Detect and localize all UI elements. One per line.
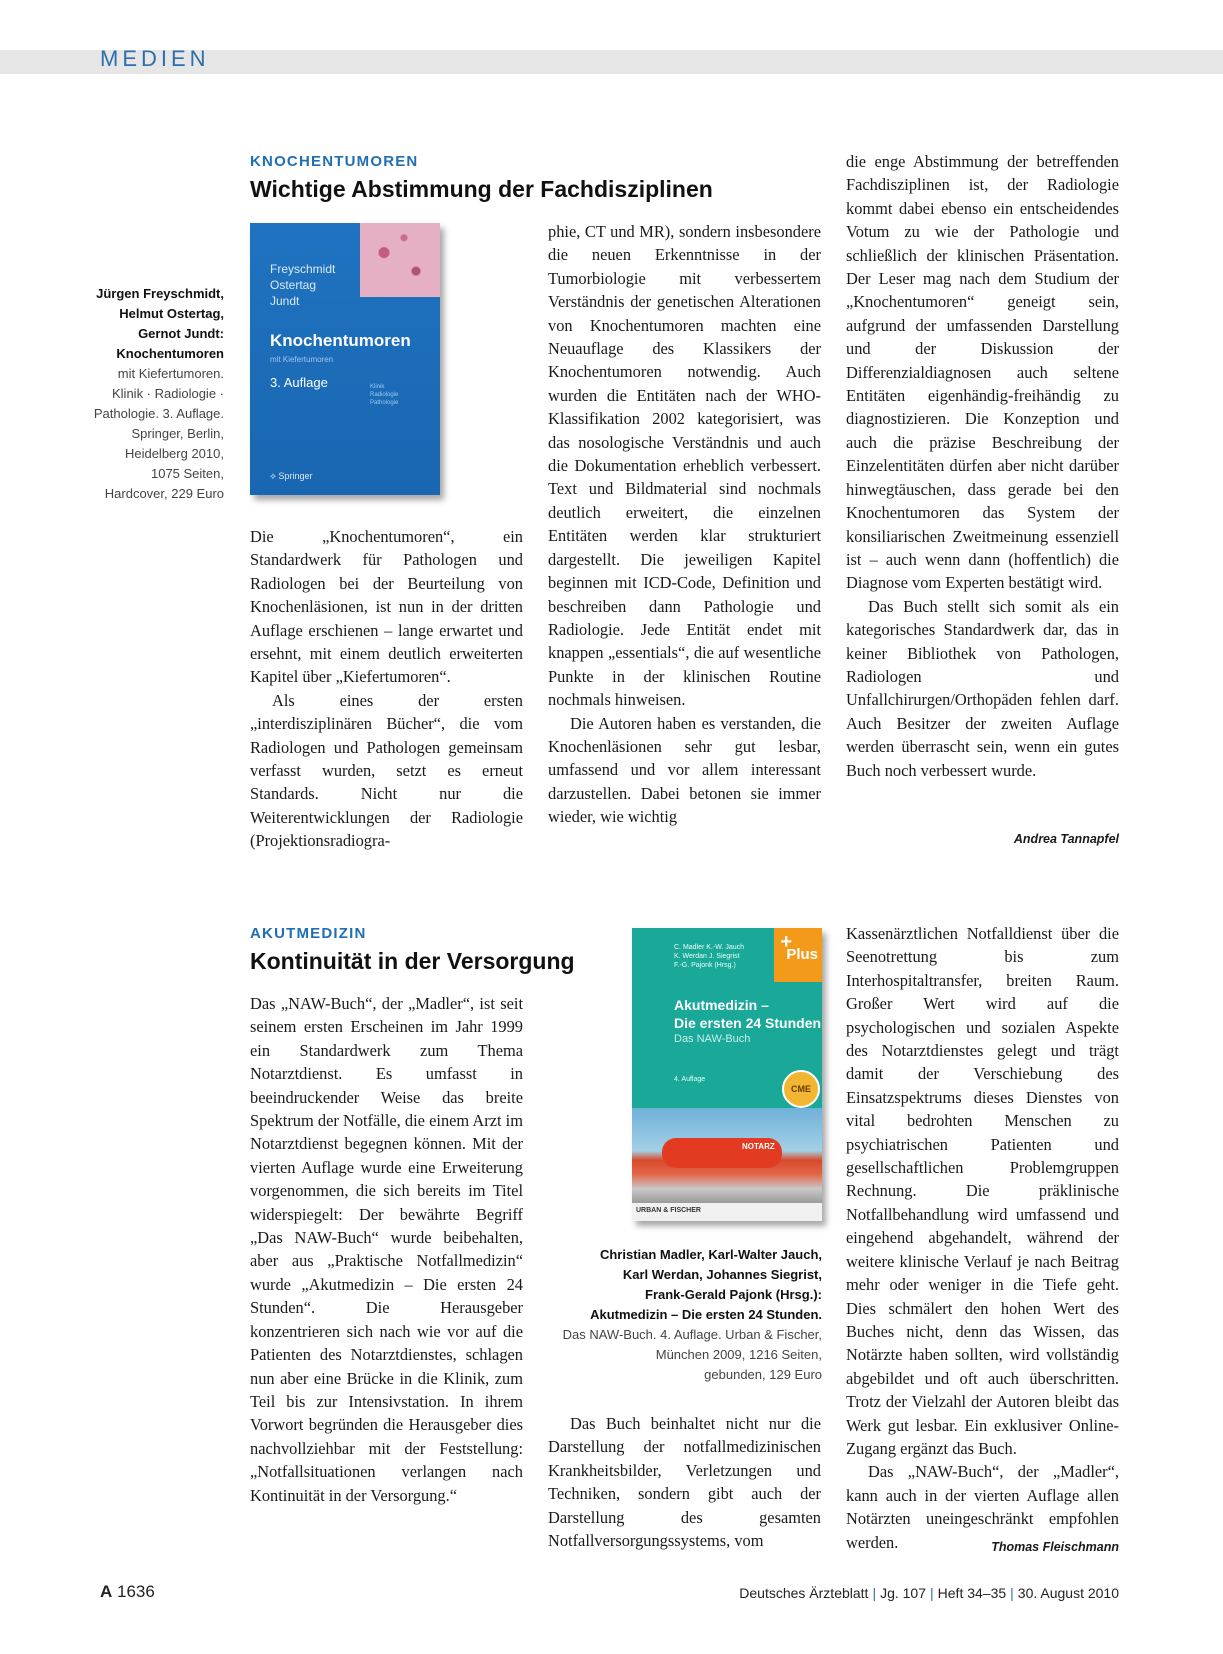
cover-edition: 3. Auflage [270, 375, 328, 390]
cover-edition: 4. Auflage [674, 1076, 706, 1083]
review2-book-info: Christian Madler, Karl-Walter Jauch, Karl Werdan, Johannes Siegrist, Frank-Gerald Pajonk (Hrsg.): Akutmedizin – Die ersten 24 Stunden. Das NAW-Buch. 4. Auflage. Urban & Fischer, München 2009, 1216 Seiten, gebunden, 129 Euro [562, 1247, 822, 1382]
cover-title: Knochentumoren [270, 331, 411, 350]
cover-subtitle: mit Kiefertumoren [270, 355, 334, 364]
cover-title: Akutmedizin – Die ersten 24 Stunden [674, 997, 822, 1031]
review1-kicker: KNOCHENTUMOREN [250, 153, 419, 170]
cover-authors: C. Madler K.-W. Jauch K. Werdan J. Siegrist F.-G. Pajonk (Hrsg.) [674, 944, 745, 969]
review1-author-signature: Andrea Tannapfel [1013, 832, 1119, 846]
cover-histology-image [360, 223, 440, 297]
section-label: MEDIEN [100, 46, 210, 71]
book-cover-knochentumoren [250, 223, 440, 495]
book-cover-akutmedizin [632, 928, 822, 1221]
helicopter-label: NOTARZ [742, 1142, 775, 1151]
review1-column-3: die enge Abstimmung der betreffenden Fachdisziplinen ist, der Radiologie kommt dabei ebenso ein entscheidendes Votum zu wie der Pathologie und schließlich der klinischen Präsentation. Der Leser mag nach dem Studium der „Knochentumoren“ geneigt sein, aufgrund der umfassenden Darstellung und der Diskussion der Differenzialdiagnosen auch seltene Entitäten eigenhändig-freihändig zu diagnostizieren. Die Konzeption und auch die präzise Beschreibung der Einzelentitäten dürfen aber nicht darüber hinwegtäuschen, dass gerade bei den Knochentumoren das System der konsiliarischen Zweitmeinung essenziell ist – auch wenn dann (hoffentlich) die Diagnose vom Experten bestätigt wird. Das Buch stellt sich somit als ein kategorisches Standardwerk dar, das in keiner Bibliothek von Pathologen, Radiologen und Unfallchirurgen/Orthopäden fehlen darf. Auch Besitzer der zweiten Auflage werden überrascht sein, wenn ein gutes Buch noch verbessert wurde. [846, 152, 1119, 780]
cover-authors: Freyschmidt Ostertag Jundt [270, 262, 336, 308]
review2-column-1: Das „NAW-Buch“, der „Madler“, ist seit seinem ersten Erscheinen im Jahr 1999 ein Standardwerk zum Thema Notarztdienst. Es umfasst in beeindruckender Weise das breite Spektrum der Notfälle, die einem Arzt im Notarztdienst begegnen können. Mit der vierten Auflage wurde eine Erweiterung vorgenommen, die sich bereits im Titel widerspiegelt: Der bewährte Begriff „Das NAW-Buch“ wurde beibehalten, aber aus „Praktische Notfallmedizin“ wurde „Akutmedizin – Die ersten 24 Stunden“. Die Herausgeber konzentrieren sich nach wie vor auf die Patienten des Notarztdienstes, schlagen nun aber eine Brücke in die Klinik, zum Teil bis zur Intensivstation. In ihrem Vorwort begründen die Herausgeber dies nachvollziehbar mit der Feststellung: „Notfallsituationen verlangen nach Kontinuität in der Versorgung.“ [250, 994, 523, 1505]
review1-headline: Wichtige Abstimmung der Fachdisziplinen [250, 176, 713, 202]
cover-publisher: URBAN & FISCHER [636, 1207, 701, 1214]
review2-kicker: AKUTMEDIZIN [250, 925, 367, 942]
plus-cross-icon: + [780, 931, 792, 953]
review2-column-2: Das Buch beinhaltet nicht nur die Darstellung der notfallmedizinischen Krankheitsbilder, Verletzungen und Techniken, sondern gibt auch der Darstellung des gesamten Notfallversorgungssystems, vom [548, 1414, 821, 1551]
journal-footer: Deutsches Ärzteblatt | Jg. 107 | Heft 34–35 | 30. August 2010 [739, 1585, 1119, 1601]
review1-book-info: Jürgen Freyschmidt, Helmut Ostertag, Gernot Jundt: Knochentumoren mit Kiefertumoren. Klinik · Radiologie · Pathologie. 3. Auflage. Springer, Berlin, Heidelberg 2010, 1075 Seiten, Hardcover, 229 Euro [93, 286, 224, 501]
cme-seal-icon: CME [782, 1070, 820, 1108]
review2-headline: Kontinuität in der Versorgung [250, 948, 575, 974]
review1-column-1: Die „Knochentumoren“, ein Standardwerk für Pathologen und Radiologen bei der Beurteilung von Knochenläsionen, ist nun in der dritten Auflage erschienen – lange erwartet und ersehnt, mit einem deutlich erweiterten Kapitel über „Kiefertumoren“. Als eines der ersten „interdisziplinären Bücher“, die vom Radiologen und Pathologen gemeinsam verfasst wurden, setzt es erneut Standards. Nicht nur die Weiterentwicklungen der Radiologie (Projektionsradiogra- [250, 527, 523, 851]
review2-column-3: Kassenärztlichen Notfalldienst über die Seenotrettung bis zum Interhospitaltransfer, breiten Raum. Großer Wert wird auf die psychologischen und sozialen Aspekte des Notarztdienstes gelegt und trägt damit der Verschiebung des Einsatzspektrums dieses Dienstes von vital bedrohten Menschen zu psychiatrischen Patienten und gesellschaftlichen Problemgruppen Rechnung. Die präklinische Notfallbehandlung wird umfassend und eingehend abgehandelt, während der weitere klinische Verlauf je nach Beitrag mehr oder weniger in die Tiefe geht. Dies schmälert den hohen Wert des Buches nicht, denn das Wissen, das Notärzte haben sollten, wird vollständig abgebildet und oft auch überschritten. Trotz der Vielzahl der Autoren bleibt das Werk gut lesbar. Ein exklusiver Online-Zugang ergänzt das Buch. Das „NAW-Buch“, der „Madler“, kann auch in der vierten Auflage allen Notärzten uneingeschränkt empfohlen werden. [846, 924, 1119, 1552]
cover-side-text: Klinik Radiologie Pathologie [370, 384, 399, 406]
cover-subtitle: Das NAW-Buch [674, 1033, 751, 1045]
cover-publisher: ⟡ Springer [270, 471, 313, 481]
review2-author-signature: Thomas Fleischmann [991, 1540, 1119, 1554]
review1-column-2: phie, CT und MR), sondern insbesondere die neuen Erkenntnisse in der Tumorbiologie mit verbessertem Verständnis der genetischen Alterationen von Knochentumoren machten eine Neuauflage des Klassikers der Knochentumoren notwendig. Auch wurden die Entitäten nach der WHO-Klassifikation 2002 kategorisiert, was das nosologische Verständnis und auch die Dokumentation erheblich verbessert. Text und Bildmaterial sind nochmals deutlich erweitert, die einzelnen Entitäten werden klar strukturiert dargestellt. Die jeweiligen Kapitel beginnen mit ICD-Code, Definition und beschreiben dann Pathologie und Radiologie. Jede Entität endet mit knappen „essentials“, die auf wesentliche Punkte in der klinischen Routine nochmals hinweisen. Die Autoren haben es verstanden, die Knochenläsionen sehr gut lesbar, umfassend und vor allem interessant darzustellen. Dabei betonen sie immer wieder, wie wichtig [548, 222, 821, 827]
page-number: A 1636 [100, 1582, 155, 1601]
cover-plus-label: Plus [786, 946, 818, 963]
